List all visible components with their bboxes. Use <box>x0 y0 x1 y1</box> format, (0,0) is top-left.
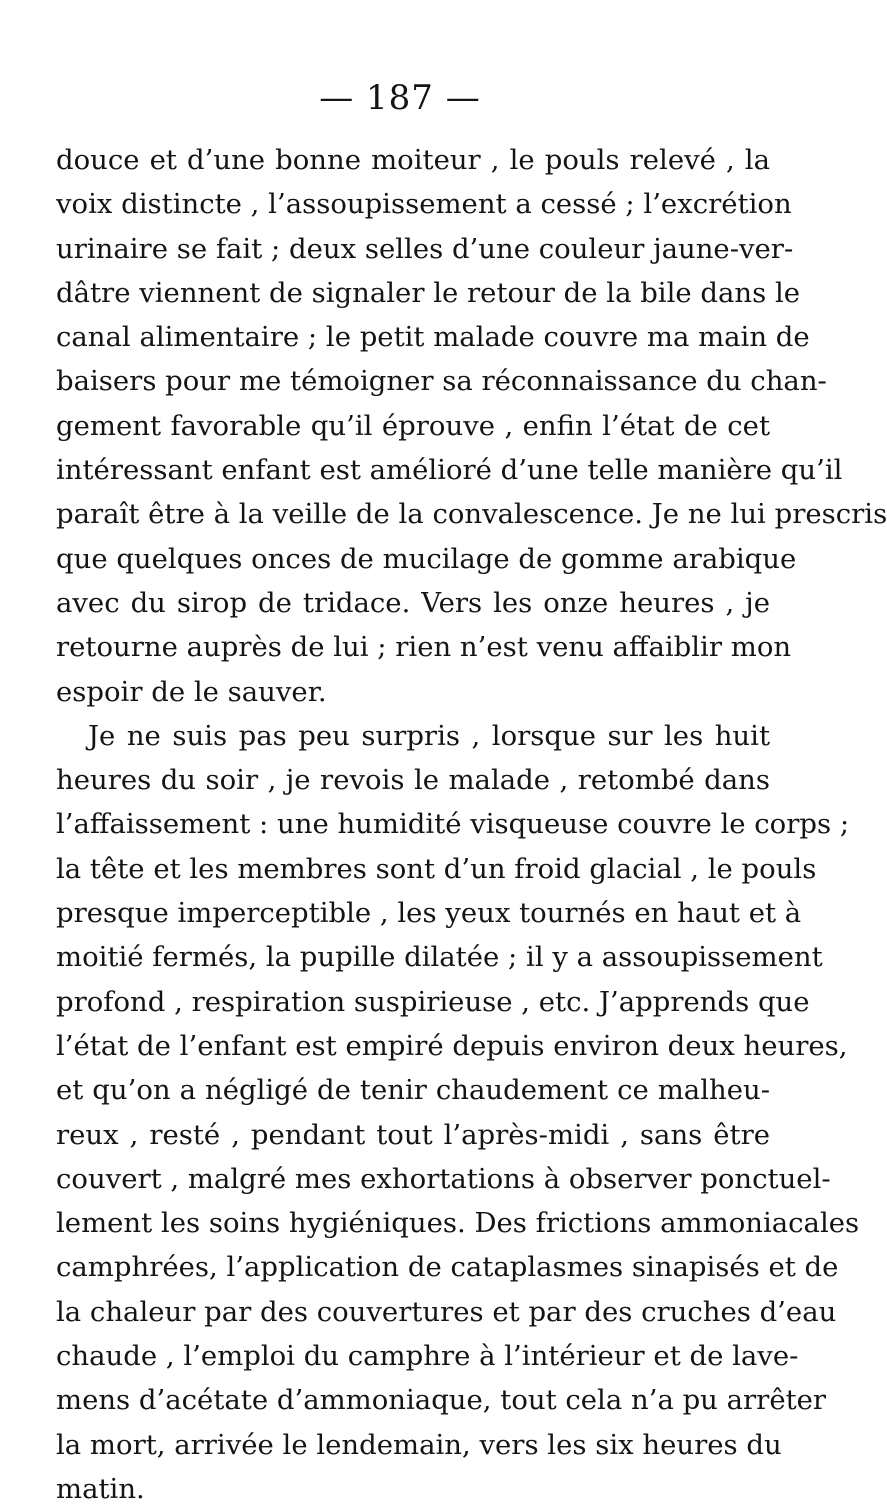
text-line: et qu’on a négligé de tenir chaudement ce malheu- <box>56 1074 770 1107</box>
text-line: profond , respiration suspirieuse , etc. J’apprends que <box>56 985 810 1018</box>
text-line: canal alimentaire ; le petit malade couvre ma main de <box>56 321 810 354</box>
text-line: chaude , l’emploi du camphre à l’intérieur et de lave- <box>56 1340 799 1373</box>
page-number: — 187 — <box>319 78 481 118</box>
text-line: lement les soins hygiéniques. Des frictions ammoniacales <box>56 1207 860 1240</box>
text-line: gement favorable qu’il éprouve , enfin l’état de cet <box>56 409 770 442</box>
text-line: avec du sirop de tridace. Vers les onze heures , je <box>56 586 770 619</box>
text-line: baisers pour me témoigner sa réconnaissance du chan- <box>56 365 827 398</box>
text-line: reux , resté , pendant tout l’après-midi , sans être <box>56 1118 770 1151</box>
body-text <box>56 138 887 1511</box>
paragraph-end-line: matin. <box>56 1472 145 1505</box>
text-line: que quelques onces de mucilage de gomme arabique <box>56 542 797 575</box>
text-line: la tête et les membres sont d’un froid glacial , le pouls <box>56 852 817 885</box>
text-line: la mort, arrivée le lendemain, vers les six heures du <box>56 1428 782 1461</box>
text-line: urinaire se fait ; deux selles d’une couleur jaune-ver- <box>56 232 794 265</box>
text-line: moitié fermés, la pupille dilatée ; il y a assoupissement <box>56 941 823 974</box>
text-line: mens d’acétate d’ammoniaque, tout cela n’a pu arrêter <box>56 1384 827 1417</box>
text-line: voix distincte , l’assoupissement a cessé ; l’excrétion <box>56 188 792 221</box>
paragraph-start-line: Je ne suis pas peu surpris , lorsque sur les huit <box>88 719 770 752</box>
text-line: camphrées, l’application de cataplasmes sinapisés et de <box>56 1251 839 1284</box>
text-line: l’état de l’enfant est empiré depuis environ deux heures, <box>56 1029 848 1062</box>
text-line: retourne auprès de lui ; rien n’est venu affaiblir mon <box>56 631 792 664</box>
text-line: intéressant enfant est amélioré d’une telle manière qu’il <box>56 454 843 487</box>
text-line: heures du soir , je revois le malade , retombé dans <box>56 764 770 797</box>
text-line: la chaleur par des couvertures et par des cruches d’eau <box>56 1295 837 1328</box>
text-line: dâtre viennent de signaler le retour de la bile dans le <box>56 276 801 309</box>
text-line: paraît être à la veille de la convalescence. Je ne lui prescris <box>56 498 887 531</box>
text-line: presque imperceptible , les yeux tournés en haut et à <box>56 897 802 930</box>
text-line: douce et d’une bonne moiteur , le pouls relevé , la <box>56 144 770 176</box>
text-line: couvert , malgré mes exhortations à observer ponctuel- <box>56 1162 831 1195</box>
paragraph-end-line: espoir de le sauver. <box>56 675 327 708</box>
text-line: l’affaissement : une humidité visqueuse couvre le corps ; <box>56 808 850 841</box>
